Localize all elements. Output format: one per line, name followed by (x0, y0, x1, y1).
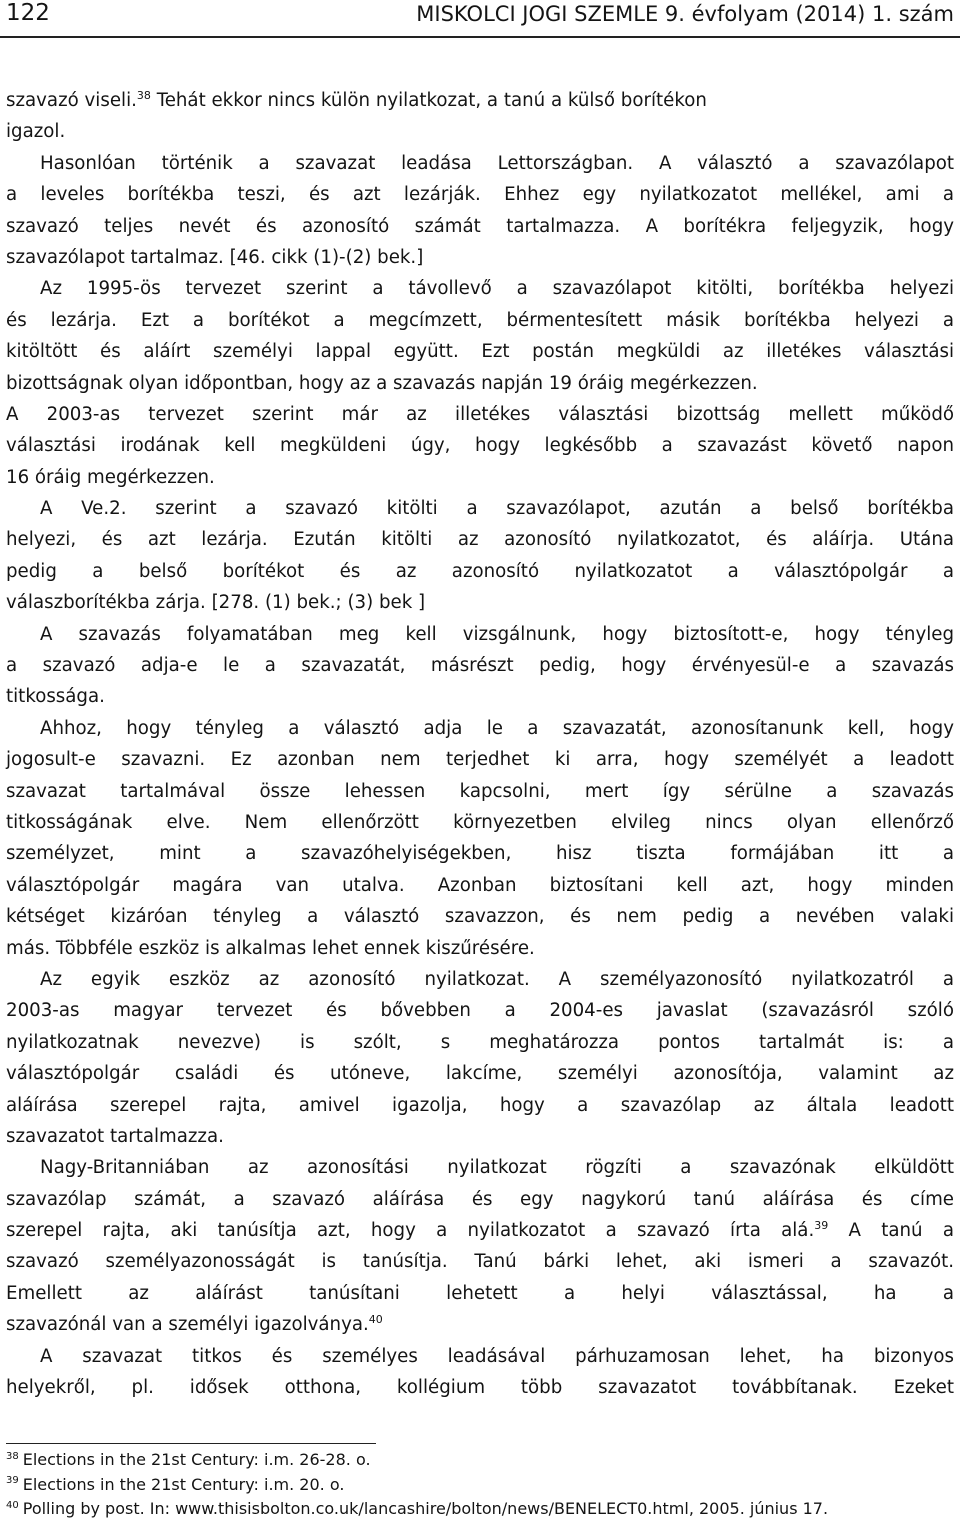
text-line: 2003-as magyar tervezet és bővebben a 2004-es javaslat (szavazásról szóló (6, 1000, 954, 1022)
text-line: titkosságának elve. Nem ellenőrzött környezetben elvileg nincs olyan ellenőrző (6, 811, 954, 833)
page-header (0, 0, 960, 40)
text-line: szavazólap számát, a szavazó aláírása és egy nagykorú tanú aláírása és címe (6, 1188, 954, 1210)
text-line: 16 óráig megérkezzen. (6, 466, 215, 488)
text-line: helyezi, és azt lezárja. Ezután kitölti az azonosító nyilatkozatot, és aláírja. Utána (6, 529, 954, 551)
text-line: Hasonlóan történik a szavazat leadása Lettországban. A választó a szavazólapot (40, 152, 954, 174)
text-line: választási irodának kell megküldeni úgy, hogy legkésőbb a szavazást követő napon (6, 435, 954, 457)
text-line: személyzet, mint a szavazóhelyiségekben, hisz tiszta formájában itt a (6, 843, 954, 865)
text-line: szavazó személyazonosságát is tanúsítja. Tanú bárki lehet, aki ismeri a szavazót. (6, 1251, 954, 1273)
text-line: aláírása szerepel rajta, amivel igazolja, hogy a szavazólap az általa leadott (6, 1094, 954, 1116)
text-line: kétséget kizáróan tényleg a választó szavazzon, és nem pedig a nevében valaki (6, 906, 954, 928)
text-line: szerepel rajta, aki tanúsítja azt, hogy a nyilatkozatot a szavazó írta alá.$^{39}$ A tanú a (6, 1219, 954, 1242)
header-divider (0, 36, 960, 38)
text-line: szavazó viseli.$^{38}$ Tehát ekkor nincs külön nyilatkozat, a tanú a külső borítékon (6, 88, 707, 111)
footnote: $^{40}$ Polling by post. In: www.thisisbolton.co.uk/lancashire/bolton/news/BENELECT0.html, 2005. június 17. (6, 1499, 829, 1518)
text-line: A Ve.2. szerint a szavazó kitölti a szavazólapot, azután a belső borítékba (40, 498, 954, 520)
footnotes (6, 1448, 954, 1522)
text-line: helyekről, pl. idősek otthona, kollégium több szavazatot továbbítanak. Ezeket (6, 1377, 954, 1399)
text-line: és lezárja. Ezt a borítékot a megcímzett, bérmentesített másik borítékba helyezi a (6, 309, 954, 331)
footnote-ref: 40 (368, 1313, 383, 1327)
text-line: szavazatot tartalmazza. (6, 1125, 224, 1147)
text-line: szavazó teljes nevét és azonosító számát tartalmazza. A borítékra feljegyzik, hogy (6, 215, 954, 237)
text-line: jogosult-e szavazni. Ez azonban nem terjedhet ki arra, hogy személyét a leadott (6, 749, 954, 771)
text-line: A szavazat titkos és személyes leadásával párhuzamosan lehet, ha bizonyos (40, 1345, 954, 1367)
text-line: választópolgár magára van utalva. Azonban biztosítani kell azt, hogy minden (6, 874, 954, 896)
text-line: bizottságnak olyan időpontban, hogy az a szavazás napján 19 óráig megérkezzen. (6, 372, 758, 394)
text-line: A 2003-as tervezet szerint már az illetékes választási bizottság mellett működő (6, 403, 954, 425)
text-line: szavazólapot tartalmaz. [46. cikk (1)-(2) bek.] (6, 246, 424, 268)
text-line: Ahhoz, hogy tényleg a választó adja le a szavazatát, azonosítanunk kell, hogy (40, 717, 954, 739)
text-line: más. Többféle eszköz is alkalmas lehet ennek kiszűrésére. (6, 937, 535, 959)
running-title: MISKOLCI JOGI SZEMLE 9. évfolyam (2014) 1. szám (416, 2, 954, 26)
text-line: Az egyik eszköz az azonosító nyilatkozat. A személyazonosító nyilatkozatról a (40, 968, 954, 990)
text-line: a szavazó adja-e le a szavazatát, másrészt pedig, hogy érvényesül-e a szavazás (6, 655, 954, 677)
footnote: $^{39}$ Elections in the 21st Century: i.m. 20. o. (6, 1474, 345, 1494)
footnote: $^{38}$ Elections in the 21st Century: i.m. 26-28. o. (6, 1450, 371, 1469)
text-line: igazol. (6, 121, 66, 143)
body-text (6, 85, 954, 1403)
text-line: válaszborítékba zárja. [278. (1) bek.; (3) bek ] (6, 592, 426, 614)
text-line: választópolgár családi és utóneve, lakcíme, személyi azonosítója, valamint az (6, 1063, 954, 1085)
footnote-ref: 39 (814, 1219, 829, 1232)
text-line: a leveles borítékba teszi, és azt lezárják. Ehhez egy nyilatkozatot mellékel, ami a (6, 184, 954, 206)
text-line: szavazat tartalmával össze lehessen kapcsolni, mert így sérülne a szavazás (6, 780, 954, 802)
text-line: Az 1995-ös tervezet szerint a távollevő a szavazólapot kitölti, borítékba helyezi (40, 278, 954, 300)
text-line: A szavazás folyamatában meg kell vizsgálnunk, hogy biztosított-e, hogy tényleg (40, 623, 954, 645)
text-line: szavazónál van a személyi igazolványa.$^{40}$ (6, 1313, 383, 1336)
page-number: 122 (6, 0, 50, 26)
text-line: Emellett az aláírást tanúsítani lehetett a helyi választással, ha a (6, 1282, 954, 1304)
footnote-divider (6, 1443, 376, 1444)
text-line: nyilatkozatnak nevezve) is szólt, s meghatározza pontos tartalmát is: a (6, 1031, 954, 1053)
text-line: Nagy-Britanniában az azonosítási nyilatkozat rögzíti a szavazónak elküldött (40, 1157, 954, 1179)
footnote-ref: 38 (136, 88, 151, 102)
text-line: kitöltött és aláírt személyi lappal együtt. Ezt postán megküldi az illetékes választási (6, 341, 954, 363)
text-line: pedig a belső borítékot és az azonosító nyilatkozatot a választópolgár a (6, 560, 954, 582)
text-line: titkossága. (6, 686, 105, 708)
